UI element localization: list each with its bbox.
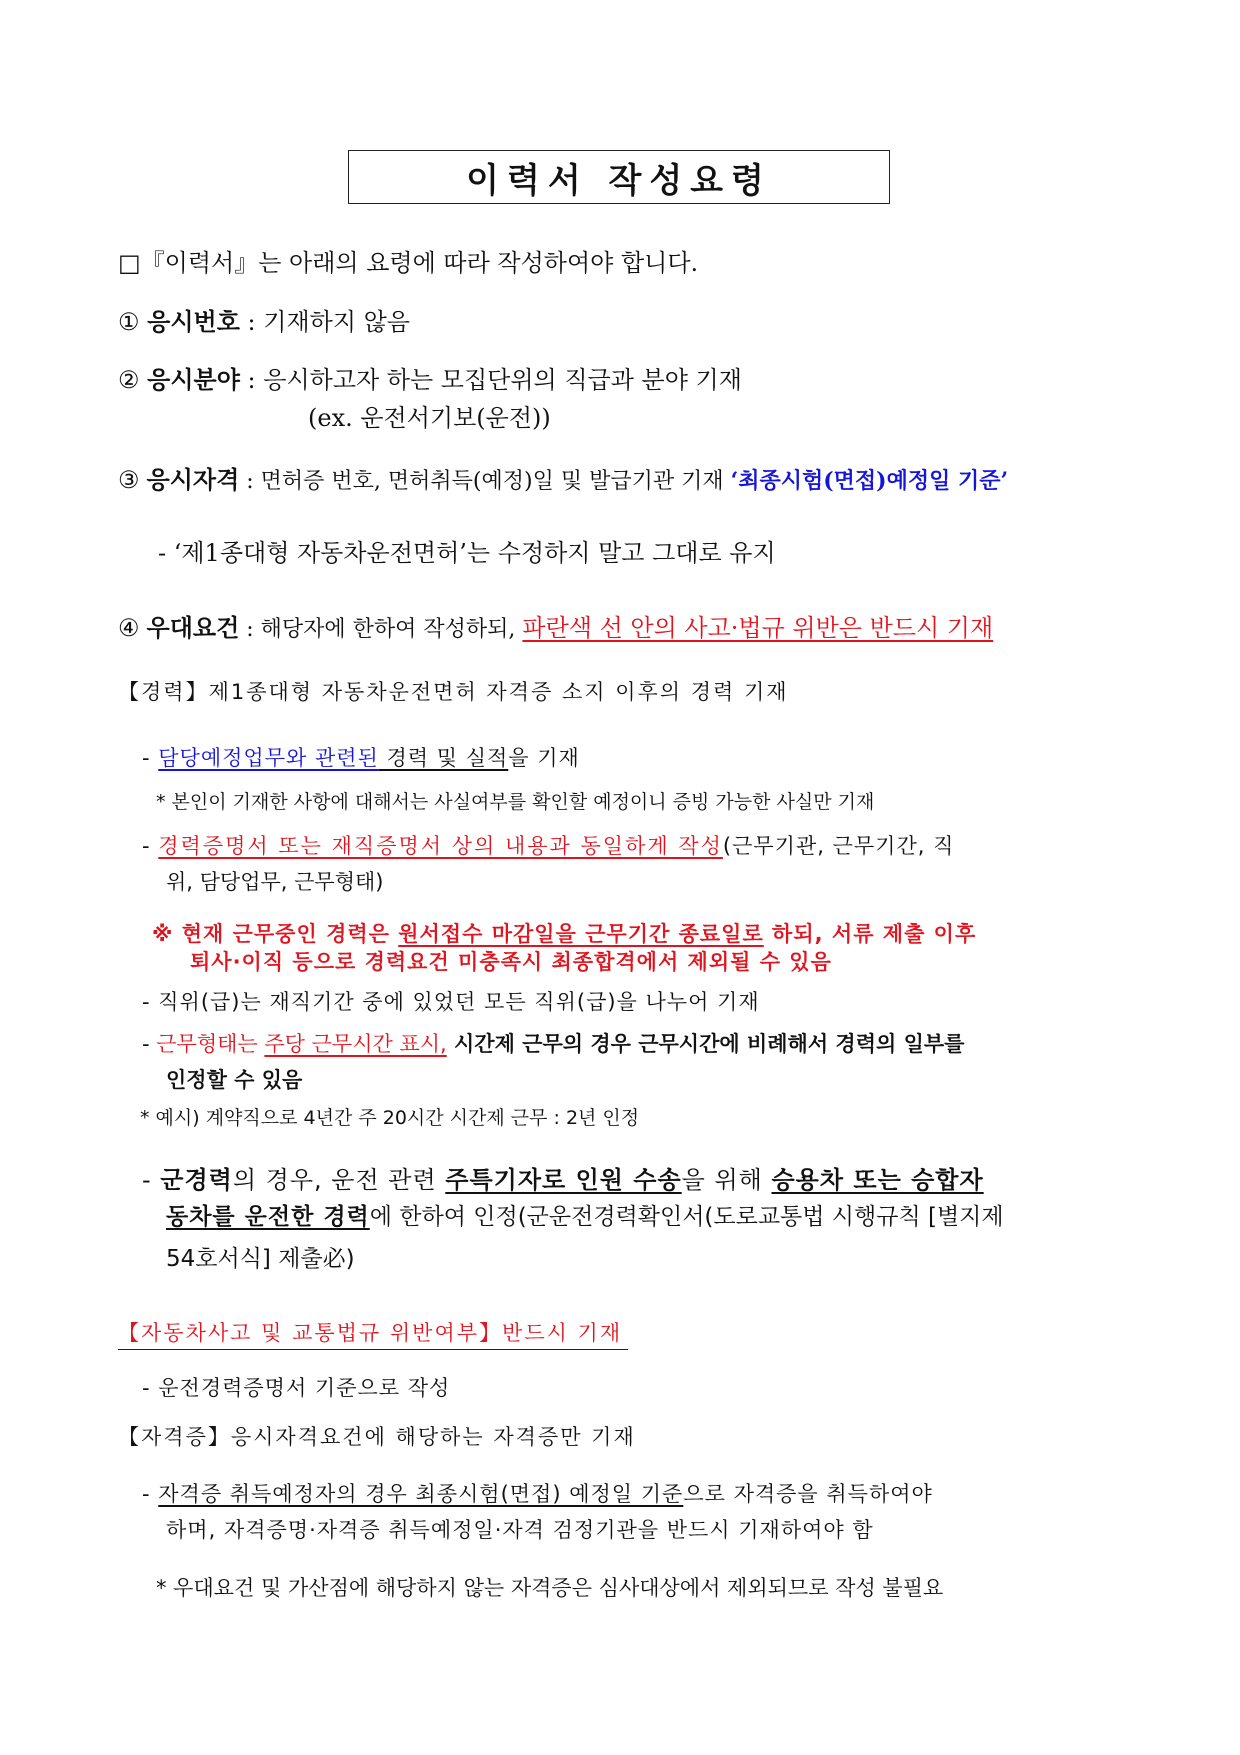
dash: - — [142, 1482, 159, 1506]
accident-bullet-1: - 운전경력증명서 기준으로 작성 — [142, 1376, 451, 1400]
career-note-1: * 본인이 기재한 사항에 대해서는 사실여부를 확인할 예정이니 증빙 가능한 사실만 기재 — [156, 791, 875, 813]
item-3-label: 응시자격 — [146, 466, 240, 494]
license-bullet-1-cont: 하며, 자격증명·자격증 취득예정일·자격 검정기관을 반드시 기재하여야 함 — [166, 1518, 874, 1542]
item-4-text: : 해당자에 한하여 작성하되, — [246, 617, 523, 642]
dash: - — [142, 746, 159, 770]
dash: - — [142, 834, 159, 858]
career-b4-red-underlined: 주당 근무시간 표시, — [264, 1032, 447, 1056]
career-b5-b: 을 위해 — [681, 1166, 772, 1194]
career-b5-underlined-1: 주특기자로 인원 수송 — [445, 1166, 682, 1194]
career-b4-red: 근무형태는 — [156, 1032, 265, 1056]
item-1-text: : 기재하지 않음 — [247, 308, 410, 336]
career-b2-rest: (근무기관, 근무기간, 직 — [722, 834, 955, 858]
license-b1-rest: 으로 자격증을 취득하여야 — [683, 1482, 933, 1506]
item-4-num: ④ — [118, 614, 140, 642]
item-1-num: ① — [118, 308, 140, 336]
career-bullet-5-line-2 — [166, 1198, 1004, 1231]
career-b2-red: 경력증명서 또는 재직증명서 상의 내용과 동일하게 작성 — [158, 834, 723, 858]
item-2-num: ② — [118, 366, 140, 394]
career-b5-underlined-3: 동차를 운전한 경력 — [166, 1204, 370, 1230]
career-note-2: * 예시) 계약직으로 4년간 주 20시간 시간제 근무 : 2년 인정 — [140, 1107, 640, 1129]
item-1 — [118, 302, 410, 337]
career-bullet-4-cont: 인정할 수 있음 — [166, 1068, 303, 1092]
career-warning-2: 퇴사·이직 등으로 경력요건 미충족시 최종합격에서 제외될 수 있음 — [190, 950, 832, 974]
dash: - — [142, 1166, 161, 1194]
item-2-text: : 응시하고자 하는 모집단위의 직급과 분야 기재 — [247, 366, 742, 394]
accident-heading: 【자동차사고 및 교통법규 위반여부】반드시 기재 — [118, 1317, 628, 1350]
page-title: 이력서 작성요령 — [466, 160, 772, 201]
career-bullet-1 — [142, 742, 580, 772]
career-b5-underlined-2: 승용차 또는 승합자 — [771, 1166, 984, 1194]
title-box — [348, 150, 890, 204]
item-4 — [118, 608, 993, 643]
item-3-sub: - ‘제1종대형 자동차운전면허’는 수정하지 말고 그대로 유지 — [158, 539, 776, 567]
career-bullet-5-line-3: 54호서식] 제출必) — [166, 1246, 355, 1272]
career-b5-l2-rest: 에 한하여 인정(군운전경력확인서(도로교통법 시행규칙 [별지제 — [369, 1204, 1004, 1230]
career-warning-1 — [152, 918, 976, 948]
item-3-highlight: ‘최종시험(면접)예정일 기준’ — [730, 468, 1009, 494]
warn-1-b: 하되, 서류 제출 이후 — [763, 922, 977, 946]
career-bullet-3: - 직위(급)는 재직기간 중에 있었던 모든 직위(급)을 나누어 기재 — [142, 990, 760, 1014]
item-3 — [118, 460, 1008, 495]
item-3-text: : 면허증 번호, 면허취득(예정)일 및 발급기관 기재 — [246, 469, 731, 494]
item-4-highlight: 파란색 선 안의 사고·법규 위반은 반드시 기재 — [522, 614, 994, 642]
item-1-label: 응시번호 — [147, 308, 240, 336]
dash: - — [142, 1032, 157, 1056]
career-b4-rest: 시간제 근무의 경우 근무시간에 비례해서 경력의 일부를 — [446, 1032, 965, 1056]
intro-text: □『이력서』는 아래의 요령에 따라 작성하여야 합니다. — [118, 249, 699, 277]
item-2 — [118, 360, 742, 395]
warn-1-underlined: 원서접수 마감일을 근무기간 종료일로 — [398, 922, 764, 946]
item-3-num: ③ — [118, 466, 140, 494]
career-b1-blue: 담당예정업무와 관련된 — [158, 746, 379, 770]
career-b5-a: 의 경우, 운전 관련 — [232, 1166, 446, 1194]
career-bullet-4 — [142, 1028, 964, 1058]
career-bullet-2 — [142, 830, 954, 860]
career-b5-bold: 군경력 — [160, 1166, 233, 1194]
license-b1-underlined: 자격증 취득예정자의 경우 최종시험(면접) 예정일 기준 — [158, 1482, 684, 1506]
career-b1-rest: 경력 및 실적 — [378, 746, 509, 770]
career-bullet-5 — [142, 1160, 984, 1195]
career-heading: 【경력】제1종대형 자동차운전면허 자격증 소지 이후의 경력 기재 — [118, 680, 789, 704]
license-bullet-1 — [142, 1478, 933, 1508]
warn-1-a: ※ 현재 근무중인 경력은 — [152, 922, 399, 946]
license-note: * 우대요건 및 가산점에 해당하지 않는 자격증은 심사대상에서 제외되므로 작성 불필요 — [156, 1576, 944, 1600]
item-2-example: (ex. 운전서기보(운전)) — [308, 404, 551, 432]
career-bullet-2-cont: 위, 담당업무, 근무형태) — [166, 870, 384, 894]
license-heading: 【자격증】응시자격요건에 해당하는 자격증만 기재 — [118, 1425, 636, 1449]
item-4-label: 우대요건 — [146, 614, 240, 642]
item-2-label: 응시분야 — [147, 366, 240, 394]
career-b1-end: 을 기재 — [508, 746, 580, 770]
